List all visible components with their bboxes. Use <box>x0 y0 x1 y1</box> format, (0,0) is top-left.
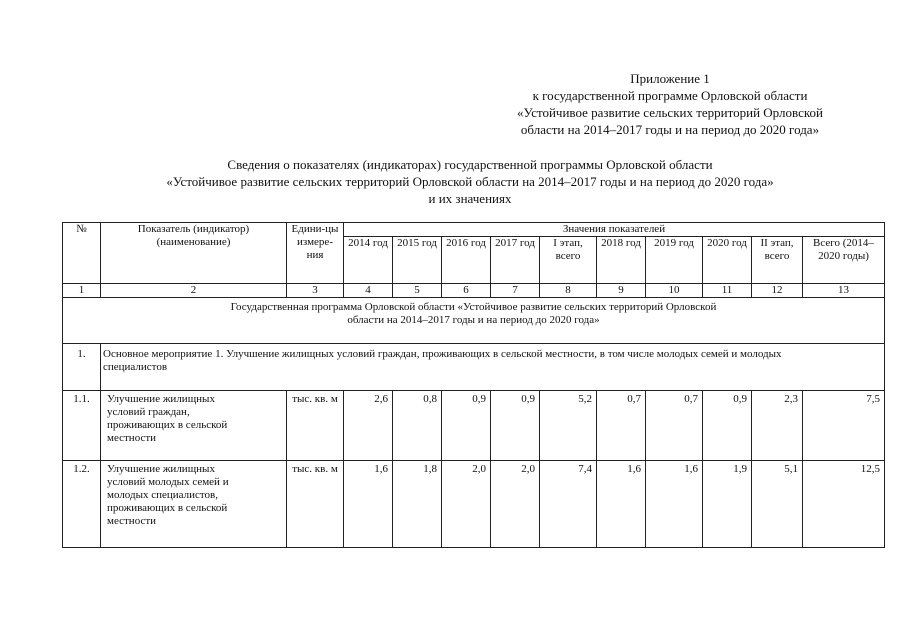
value-cell: 0,7 <box>646 391 703 461</box>
heading-line: и их значениях <box>428 191 512 206</box>
column-number: 7 <box>491 284 540 298</box>
indicators-table <box>62 222 885 548</box>
column-number: 6 <box>442 284 491 298</box>
column-number: 11 <box>703 284 752 298</box>
value-cell: 1,6 <box>597 461 646 548</box>
heading-line: «Устойчивое развитие сельских территорий Орловской области на 2014–2017 годы и на период до 2020 года» <box>166 174 774 189</box>
indicator-name: Улучшение жилищных условий граждан, проживающих в сельской местности <box>101 391 287 461</box>
unit-cell: тыс. кв. м <box>287 461 344 548</box>
value-cell: 1,8 <box>393 461 442 548</box>
document-heading <box>40 156 900 207</box>
appendix-line: «Устойчивое развитие сельских территорий Орловской <box>517 105 823 120</box>
column-number: 1 <box>63 284 101 298</box>
value-cell: 7,5 <box>803 391 885 461</box>
value-cell: 0,8 <box>393 391 442 461</box>
value-cell: 0,7 <box>597 391 646 461</box>
header-period: II этап, всего <box>752 237 803 284</box>
value-cell: 0,9 <box>491 391 540 461</box>
header-period: I этап, всего <box>540 237 597 284</box>
column-number: 4 <box>344 284 393 298</box>
table-row <box>63 391 885 461</box>
value-cell: 5,1 <box>752 461 803 548</box>
column-number: 3 <box>287 284 344 298</box>
program-title-cell: Государственная программа Орловской области «Устойчивое развитие сельских территорий Орловской области на 2014–2017 годы и на период до 2020 года» <box>63 298 885 344</box>
value-cell: 1,6 <box>344 461 393 548</box>
header-period: 2016 год <box>442 237 491 284</box>
main-event-no: 1. <box>63 344 101 391</box>
header-no: № <box>63 223 101 284</box>
header-values-group: Значения показателей <box>344 223 885 237</box>
header-period: 2019 год <box>646 237 703 284</box>
main-event-text: Основное мероприятие 1. Улучшение жилищных условий граждан, проживающих в сельской местности, в том числе молодых семей и молодых специалистов <box>101 344 885 391</box>
header-period: 2014 год <box>344 237 393 284</box>
value-cell: 12,5 <box>803 461 885 548</box>
column-number: 8 <box>540 284 597 298</box>
value-cell: 2,6 <box>344 391 393 461</box>
header-period: 2017 год <box>491 237 540 284</box>
value-cell: 2,3 <box>752 391 803 461</box>
value-cell: 7,4 <box>540 461 597 548</box>
column-number: 9 <box>597 284 646 298</box>
value-cell: 1,9 <box>703 461 752 548</box>
indicator-name: Улучшение жилищных условий молодых семей и молодых специалистов, проживающих в сельской местности <box>101 461 287 548</box>
column-number: 5 <box>393 284 442 298</box>
value-cell: 0,9 <box>442 391 491 461</box>
header-period: 2018 год <box>597 237 646 284</box>
row-number: 1.2. <box>63 461 101 548</box>
unit-cell: тыс. кв. м <box>287 391 344 461</box>
value-cell: 2,0 <box>491 461 540 548</box>
table-row <box>63 461 885 548</box>
row-number: 1.1. <box>63 391 101 461</box>
appendix-line: к государственной программе Орловской области <box>532 88 808 103</box>
appendix-line: Приложение 1 <box>630 71 710 86</box>
header-indicator: Показатель (индикатор) (наименование) <box>101 223 287 284</box>
column-number-row <box>63 284 885 298</box>
column-number: 13 <box>803 284 885 298</box>
column-number: 12 <box>752 284 803 298</box>
appendix-block <box>470 70 870 138</box>
column-number: 10 <box>646 284 703 298</box>
value-cell: 1,6 <box>646 461 703 548</box>
header-unit: Едини-цы измере-ния <box>287 223 344 284</box>
value-cell: 5,2 <box>540 391 597 461</box>
header-period: 2015 год <box>393 237 442 284</box>
value-cell: 2,0 <box>442 461 491 548</box>
heading-line: Сведения о показателях (индикаторах) государственной программы Орловской области <box>227 157 713 172</box>
column-number: 2 <box>101 284 287 298</box>
value-cell: 0,9 <box>703 391 752 461</box>
header-period: 2020 год <box>703 237 752 284</box>
appendix-line: области на 2014–2017 годы и на период до 2020 года» <box>520 122 820 137</box>
header-period: Всего (2014–2020 годы) <box>803 237 885 284</box>
